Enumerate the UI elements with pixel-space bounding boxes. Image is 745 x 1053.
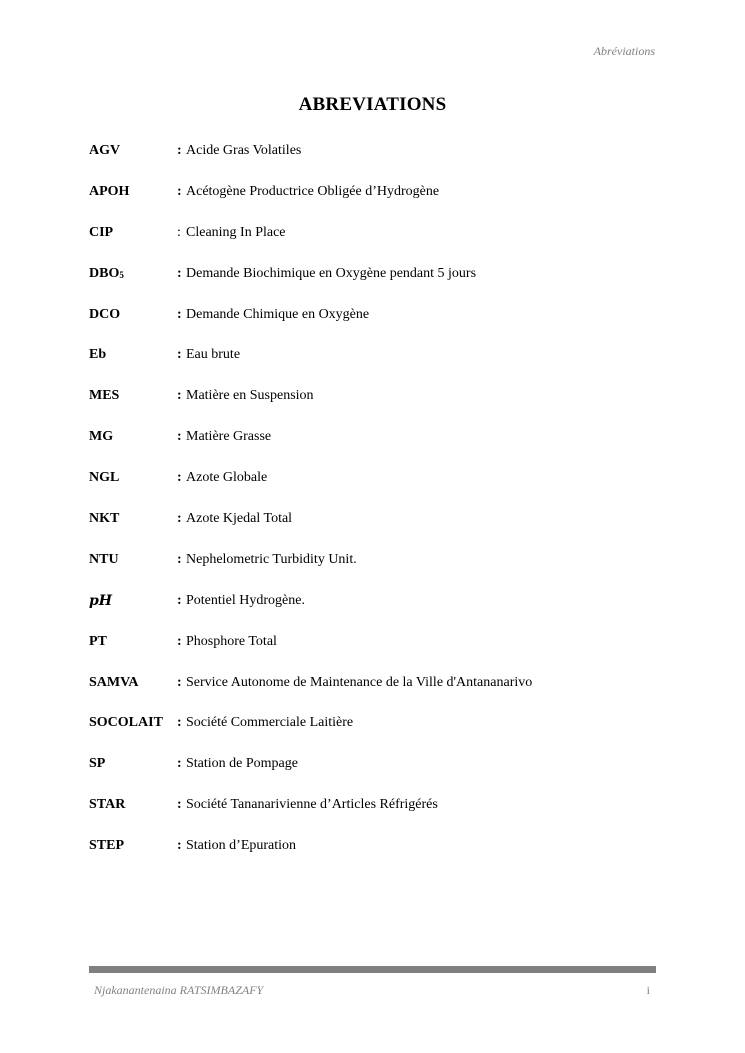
abbreviation-definition: Eau brute — [186, 347, 241, 363]
abbreviation-definition: Acide Gras Volatiles — [186, 143, 302, 158]
abbreviation-definition: Demande Chimique en Oxygène — [186, 306, 370, 322]
abbreviation-row — [89, 142, 669, 183]
abbreviation-definition: Matière en Suspension — [186, 388, 314, 404]
abbreviation-separator: : — [177, 592, 182, 608]
footer-divider — [89, 966, 656, 973]
abbreviation-row — [89, 551, 669, 592]
abbreviation-term-base: DBO — [89, 265, 120, 281]
abbreviation-term: Eb — [89, 347, 107, 363]
abbreviation-definition: Station d’Epuration — [186, 838, 297, 854]
abbreviation-separator: : — [177, 756, 182, 772]
abbreviation-definition: Acétogène Productrice Obligée d’Hydrogène — [186, 183, 440, 199]
abbreviation-row — [89, 714, 669, 755]
page-number: i — [646, 983, 650, 997]
abbreviation-separator: : — [177, 511, 182, 527]
abbreviation-definition: Phosphore Total — [186, 633, 277, 649]
abbreviation-separator: : — [177, 715, 182, 731]
abbreviation-separator: : — [177, 470, 182, 486]
abbreviation-row — [89, 796, 669, 837]
abbreviation-term: SOCOLAIT — [89, 715, 163, 731]
abbreviation-term: PT — [89, 633, 107, 649]
abbreviation-term — [89, 265, 124, 284]
abbreviation-term: SP — [89, 756, 106, 772]
abbreviation-row — [89, 183, 669, 224]
abbreviation-separator: : — [177, 429, 182, 445]
abbreviation-row — [89, 510, 669, 551]
abbreviation-definition: Société Commerciale Laitière — [186, 715, 354, 731]
abbreviation-term: STAR — [89, 797, 126, 813]
abbreviation-row — [89, 306, 669, 347]
abbreviation-term: SAMVA — [89, 674, 139, 690]
abbreviation-row — [89, 755, 669, 796]
abbreviation-separator: : — [177, 674, 182, 690]
abbreviation-term: AGV — [89, 143, 121, 158]
abbreviation-term: APOH — [89, 183, 130, 199]
abbreviation-list — [89, 142, 669, 878]
abbreviation-definition: Service Autonome de Maintenance de la Ville d'Antananarivo — [186, 674, 533, 690]
abbreviation-row — [89, 469, 669, 510]
abbreviation-term: NGL — [89, 470, 120, 486]
abbreviation-row — [89, 592, 669, 633]
abbreviation-definition: Demande Biochimique en Oxygène pendant 5 jours — [186, 265, 477, 281]
abbreviation-row — [89, 428, 669, 469]
abbreviation-separator: : — [177, 838, 182, 854]
abbreviation-definition: Azote Kjedal Total — [186, 511, 293, 527]
abbreviation-term: STEP — [89, 838, 125, 854]
abbreviation-definition: Potentiel Hydrogène. — [186, 592, 305, 608]
abbreviation-term-subscript: 5 — [119, 269, 124, 280]
abbreviation-row — [89, 837, 669, 878]
abbreviation-separator: : — [177, 143, 182, 158]
abbreviation-term: NTU — [89, 551, 119, 567]
abbreviation-separator: : — [177, 224, 181, 240]
abbreviation-definition: Cleaning In Place — [186, 224, 286, 240]
abbreviation-separator: : — [177, 388, 182, 404]
abbreviation-definition: Station de Pompage — [186, 756, 298, 772]
abbreviation-separator: : — [177, 306, 182, 322]
abbreviation-definition: Société Tananarivienne d’Articles Réfrigérés — [186, 797, 438, 813]
abbreviation-row — [89, 387, 669, 428]
abbreviation-term: MG — [89, 429, 114, 445]
abbreviation-row — [89, 346, 669, 387]
abbreviation-separator: : — [177, 797, 182, 813]
abbreviation-separator: : — [177, 633, 182, 649]
abbreviation-row — [89, 633, 669, 674]
abbreviation-definition: Matière Grasse — [186, 429, 272, 445]
abbreviation-definition: Azote Globale — [186, 470, 268, 486]
abbreviation-row — [89, 224, 669, 265]
running-header: Abréviations — [593, 44, 655, 58]
abbreviation-separator: : — [177, 347, 182, 363]
abbreviation-term: MES — [89, 388, 120, 404]
abbreviation-term: NKT — [89, 511, 120, 527]
footer-author: Njakanantenaina RATSIMBAZAFY — [94, 983, 264, 997]
abbreviation-term: CIP — [89, 224, 114, 240]
abbreviation-separator: : — [177, 183, 182, 199]
abbreviation-row — [89, 674, 669, 715]
page-title: ABREVIATIONS — [298, 94, 447, 115]
abbreviation-row — [89, 265, 669, 306]
abbreviation-separator: : — [177, 265, 182, 281]
abbreviation-term: DCO — [89, 306, 121, 322]
abbreviation-separator: : — [177, 551, 182, 567]
abbreviation-definition: Nephelometric Turbidity Unit. — [186, 551, 357, 567]
abbreviation-term: 𝒑𝑯 — [89, 592, 113, 609]
